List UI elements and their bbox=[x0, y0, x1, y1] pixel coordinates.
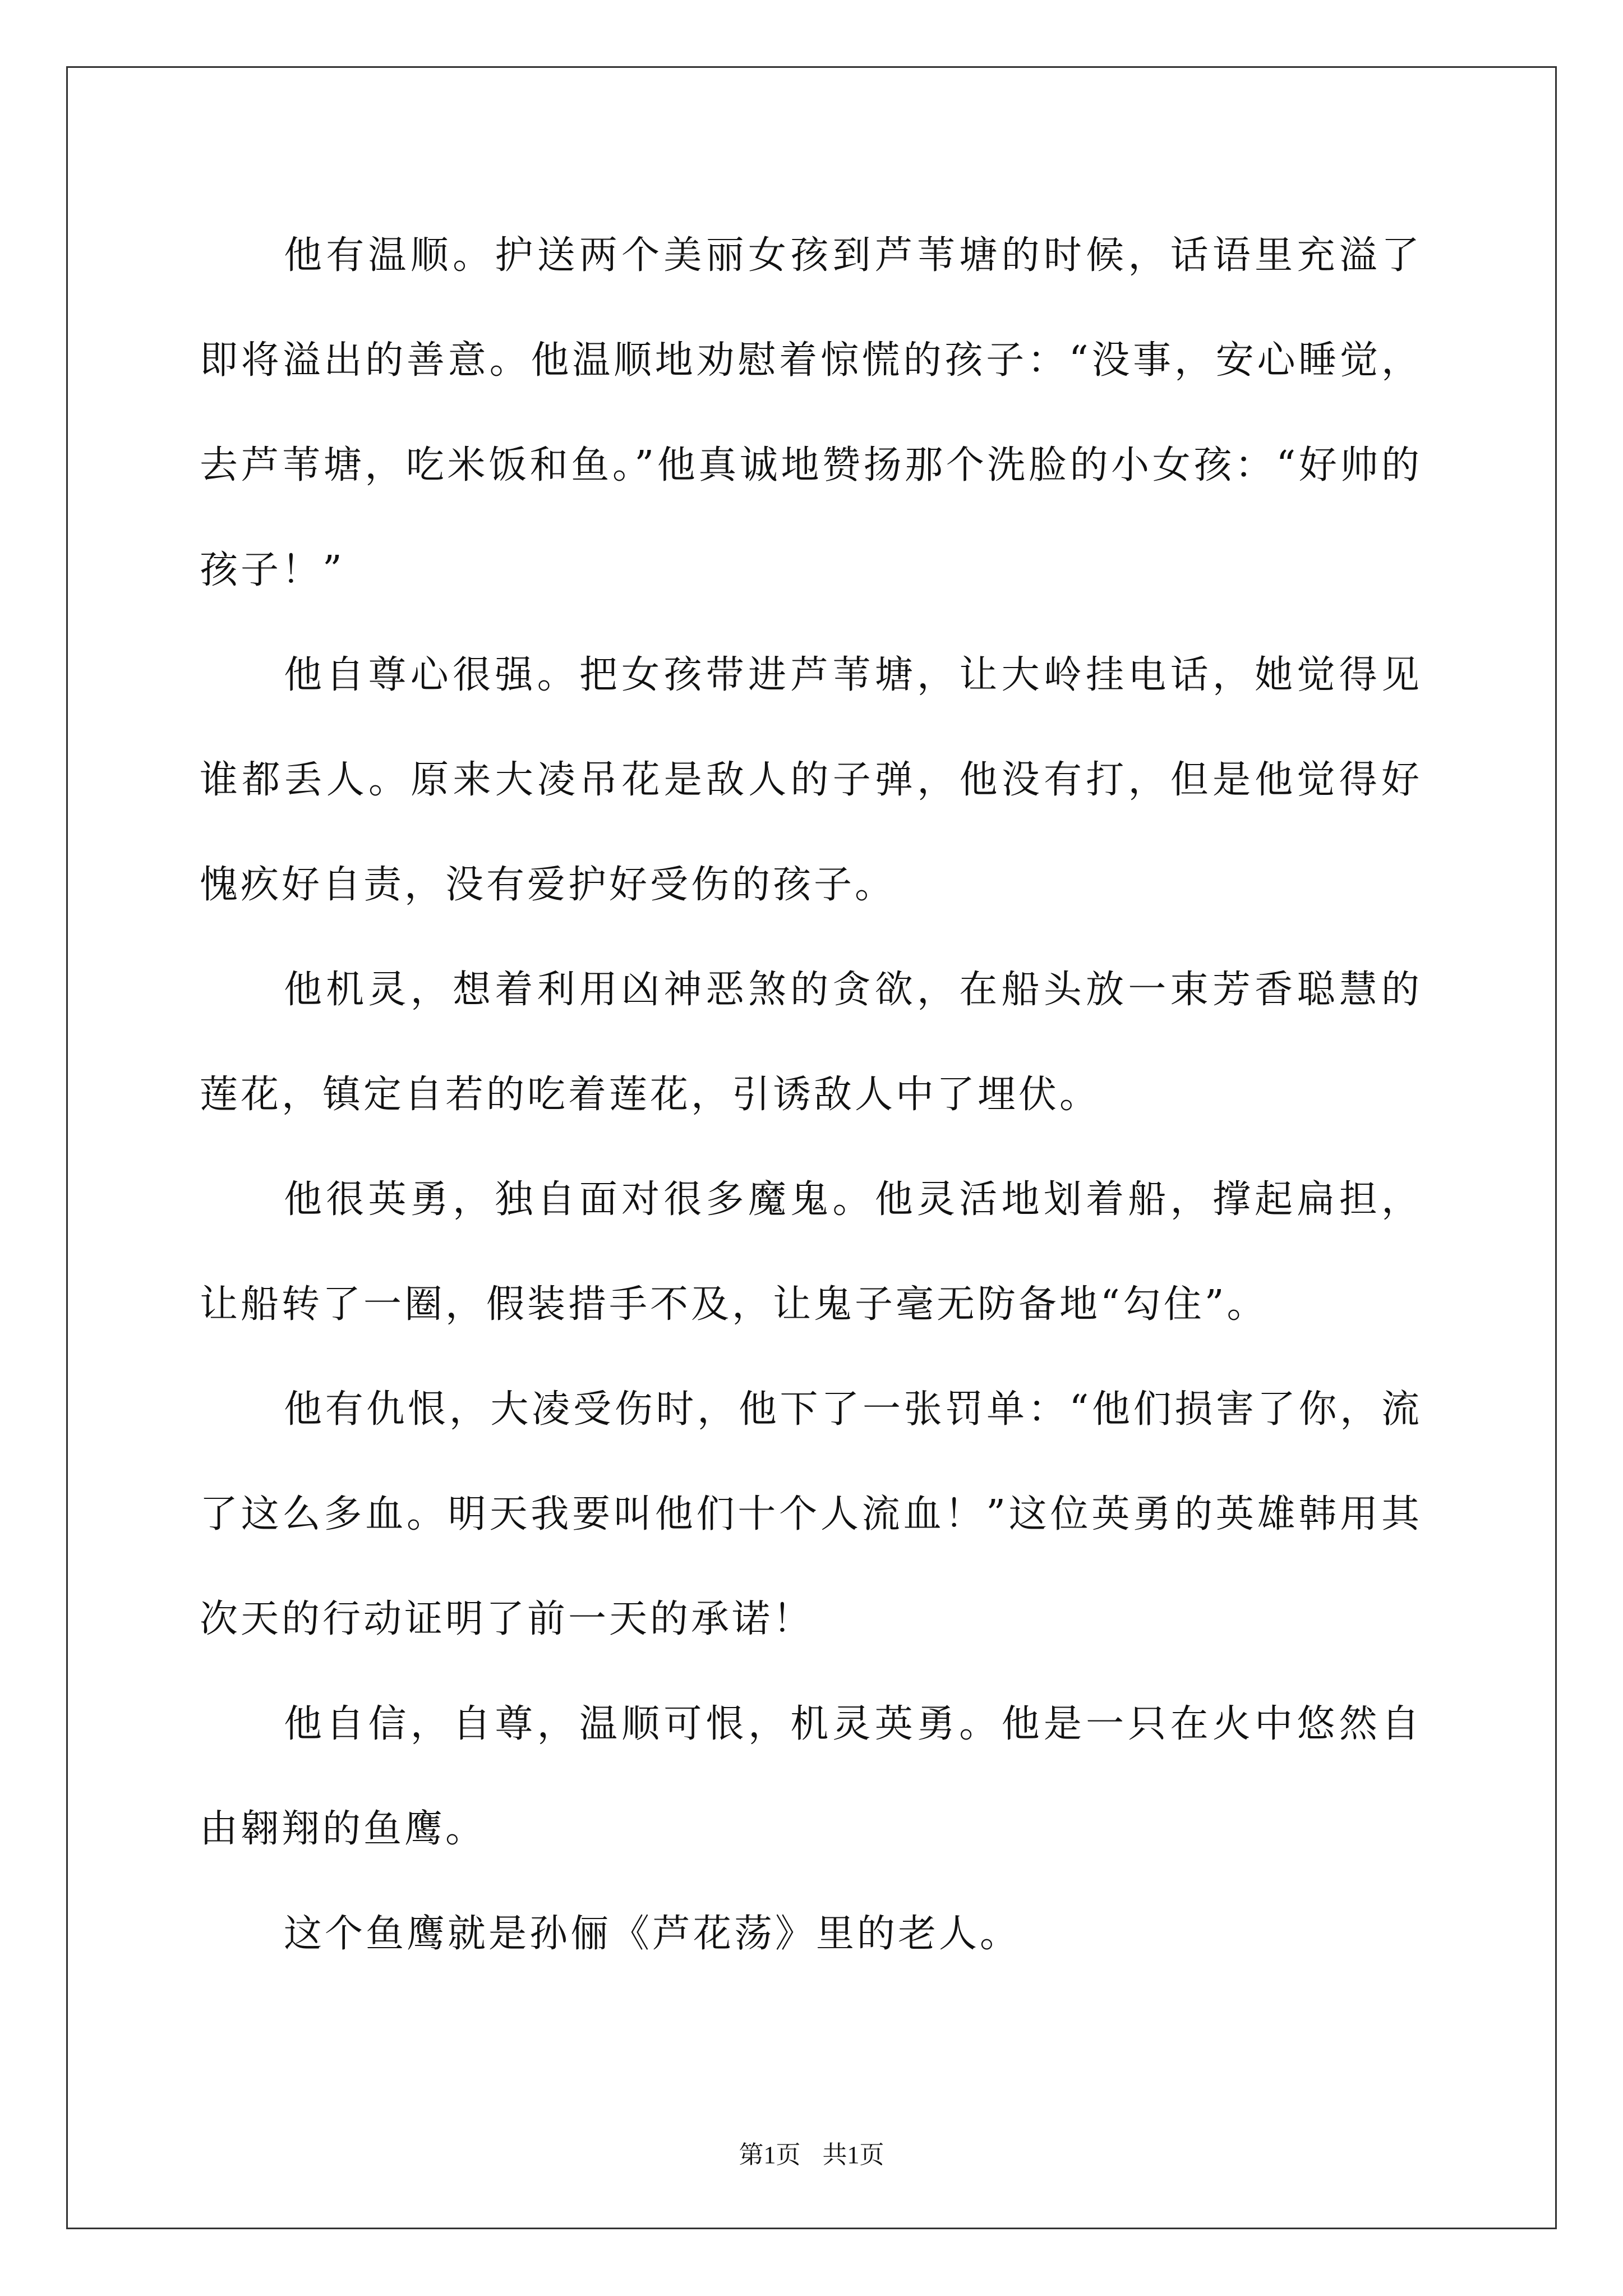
paragraph: 他有仇恨，大凌受伤时，他下了一张罚单：“他们损害了你，流了这么多血。明天我要叫他们十个人流血！”这位英勇的英雄韩用其次天的行动证明了前一天的承诺！ bbox=[200, 1387, 1422, 1641]
paragraph: 他很英勇，独自面对很多魔鬼。他灵活地划着船，撑起扁担，让船转了一圈，假装措手不及，让鬼子毫无防备地“勾住”。 bbox=[200, 1177, 1422, 1327]
document-body bbox=[200, 203, 1422, 1986]
paragraph: 他有温顺。护送两个美丽女孩到芦苇塘的时候，话语里充溢了即将溢出的善意。他温顺地劝慰着惊慌的孩子：“没事，安心睡觉，去芦苇塘，吃米饭和鱼。”他真诚地赞扬那个洗脸的小女孩：“好帅的孩子！” bbox=[200, 233, 1422, 592]
page-footer bbox=[0, 2138, 1623, 2172]
paragraph: 他机灵，想着利用凶神恶煞的贪欲，在船头放一束芳香聪慧的莲花，镇定自若的吃着莲花，引诱敌人中了埋伏。 bbox=[200, 968, 1422, 1117]
paragraph: 这个鱼鹰就是孙俪《芦花荡》里的老人。 bbox=[284, 1912, 1021, 1956]
paragraph: 他自信，自尊，温顺可恨，机灵英勇。他是一只在火中悠然自由翱翔的鱼鹰。 bbox=[200, 1702, 1422, 1851]
paragraph: 他自尊心很强。把女孩带进芦苇塘，让大岭挂电话，她觉得见谁都丢人。原来大凌吊花是敌人的子弹，他没有打，但是他觉得好愧疚好自责，没有爱护好受伤的孩子。 bbox=[200, 653, 1422, 907]
page-number-total: 共1页 bbox=[822, 2141, 884, 2169]
page-number-current: 第1页 bbox=[739, 2141, 801, 2169]
